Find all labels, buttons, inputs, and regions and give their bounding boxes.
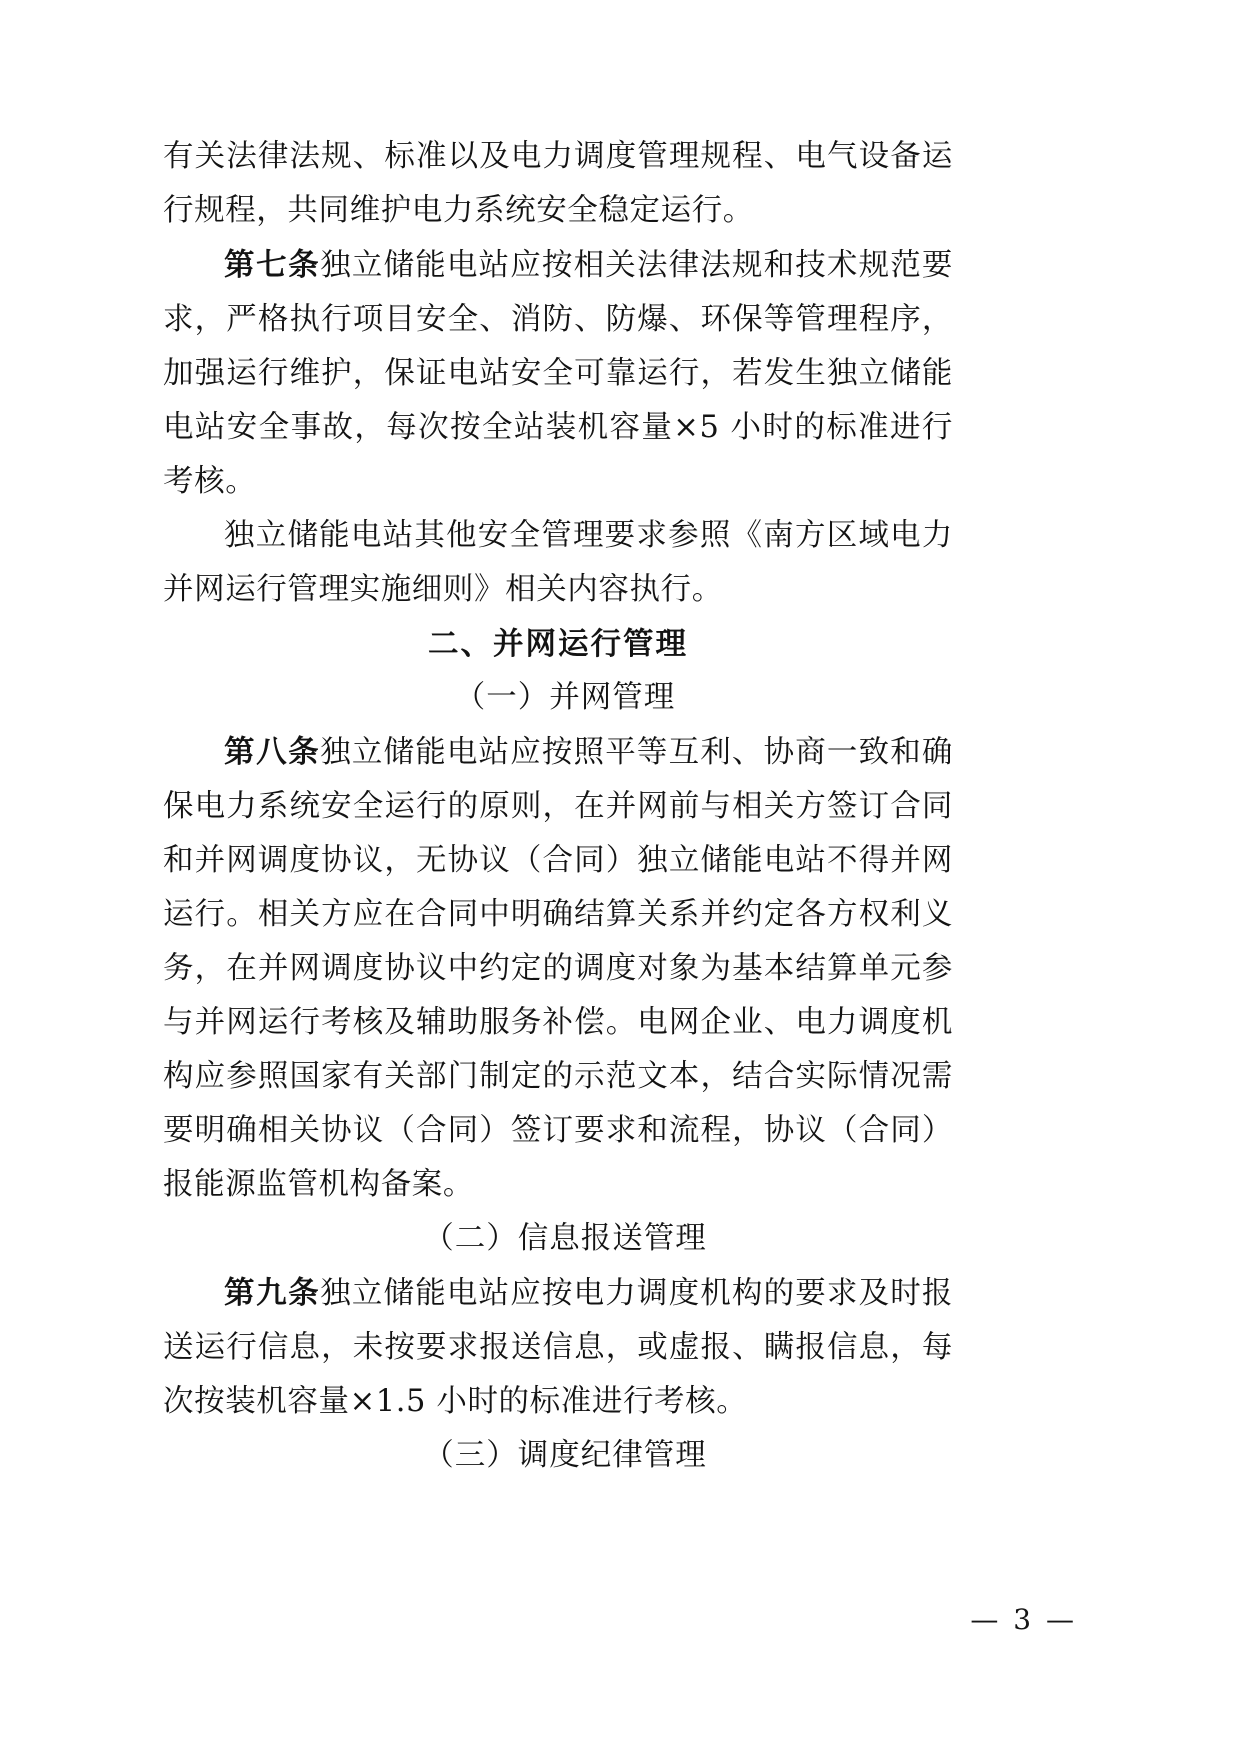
article-text-8: 独立储能电站应按照平等互利、协商一致和确保电力系统安全运行的原则，在并网前与相关方签订合同和并网调度协议，无协议（合同）独立储能电站不得并网运行。相关方应在合同中明确结算关系并约定各方权利义务，在并网调度协议中约定的调度对象为基本结算单元参与并网运行考核及辅助服务补偿。电网企业、电力调度机构应参照国家有关部门制定的示范文本，结合实际情况需要明确相关协议（合同）签订要求和流程，协议（合同）报能源监管机构备案。: [163, 735, 954, 1202]
page-number: — 3 —: [970, 1603, 1077, 1636]
article-label-9: 第九条: [224, 1275, 321, 1311]
article-label-8: 第八条: [224, 734, 321, 770]
paragraph-continuation: 有关法律法规、标准以及电力调度管理规程、电气设备运行规程，共同维护电力系统安全稳定运行。: [163, 139, 953, 228]
article-paragraph-8: [163, 725, 953, 1212]
article-text-7: 独立储能电站应按相关法律法规和技术规范要求，严格执行项目安全、消防、防爆、环保等管理程序，加强运行维护，保证电站安全可靠运行，若发生独立储能电站安全事故，每次按全站装机容量×5 小时的标准进行考核。: [163, 248, 954, 499]
article-paragraph-9: [163, 1266, 953, 1429]
article-paragraph-7: [163, 238, 953, 509]
page-body: [163, 130, 953, 1483]
article-text-9: 独立储能电站应按电力调度机构的要求及时报送运行信息，未按要求报送信息，或虚报、瞒报信息，每次按装机容量×1.5 小时的标准进行考核。: [163, 1276, 954, 1419]
article-label-7: 第七条: [224, 247, 321, 283]
paragraph-other-safety: 独立储能电站其他安全管理要求参照《南方区域电力并网运行管理实施细则》相关内容执行。: [163, 518, 953, 607]
subsection-heading-dispatch-discipline: （三）调度纪律管理: [423, 1438, 707, 1473]
subsection-heading-information-reporting: （二）信息报送管理: [423, 1221, 707, 1256]
section-heading-grid-operation: 二、并网运行管理: [428, 626, 688, 662]
subsection-heading-grid-connection: （一）并网管理: [454, 680, 676, 715]
